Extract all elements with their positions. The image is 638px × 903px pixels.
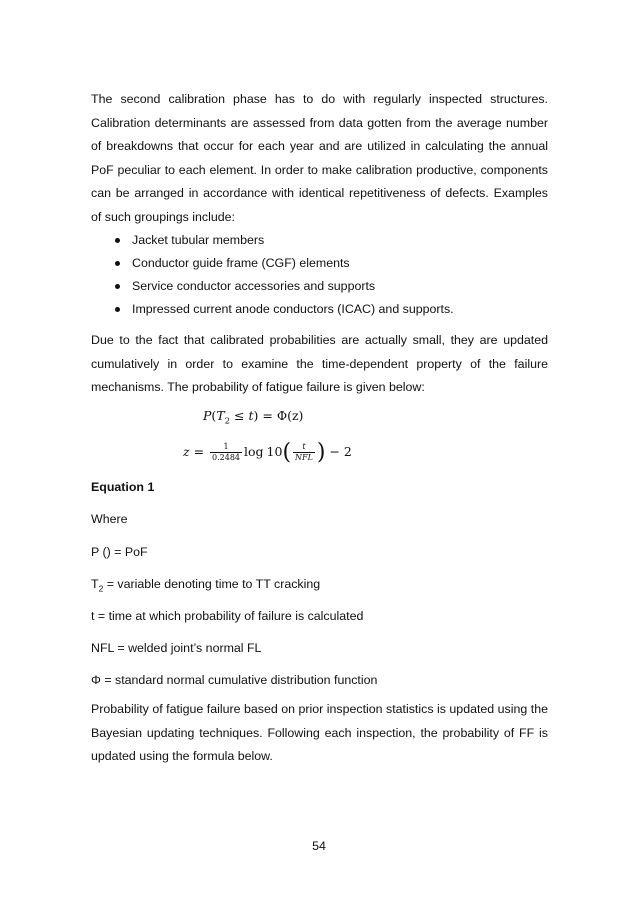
definition-t: t = time at which probability of failure is calculated [91,609,364,623]
list-item: Impressed current anode conductors (ICAC) and supports. [91,298,548,321]
bullet-icon [115,284,120,289]
z-equation: z = $\frac{1}{0.2484}$ log 10( $\frac{t}{\text{NFL}}$ ) − 2 [183,440,352,465]
intro-paragraph: The second calibration phase has to do with regularly inspected structures. Calibration determinants are assessed from data gotten from the average number of breakdowns that occur for each year and are utilized in calculating the annual PoF peculiar to each element. In order to make calibration productive, components can be arranged in accordance with identical repetitiveness of defects. Examples of such groupings include: [91,92,548,224]
bullet-icon [115,261,120,266]
list-item: Conductor guide frame (CGF) elements [91,252,548,275]
time-ratio-fraction: $\frac{t}{\text{NFL}}$ [295,442,313,462]
definition-t2: $T_2$ = variable denoting time to TT cracking [91,577,321,594]
grouping-list [91,229,548,321]
calibrated-paragraph: Due to the fact that calibrated probabilities are actually small, they are updated cumulatively in order to examine the time-dependent property of the failure mechanisms. The probability of fatigue failure is given below: [91,333,548,395]
list-item: Service conductor accessories and supports [91,275,548,298]
definition-phi: Φ = standard normal cumulative distribution function [91,673,378,687]
where-label: Where [91,512,128,526]
page-number: 54 [312,839,326,853]
definition-nfl: NFL = welded joint’s normal FL [91,641,262,655]
list-item: Jacket tubular members [91,229,548,252]
definition-p: P () = PoF [91,545,148,559]
bullet-icon [115,307,120,312]
coefficient-fraction: $\frac{1}{0.2484}$ [212,442,241,462]
bullet-icon [115,238,120,243]
fatigue-probability-equation: $P(T_2 \le t) = \Phi(z)$ [203,408,304,427]
closing-paragraph: Probability of fatigue failure based on prior inspection statistics is updated using the Bayesian updating techniques. Following each inspection, the probability of FF is updated using the formula below. [91,702,548,764]
equation-label: Equation 1 [91,480,155,494]
